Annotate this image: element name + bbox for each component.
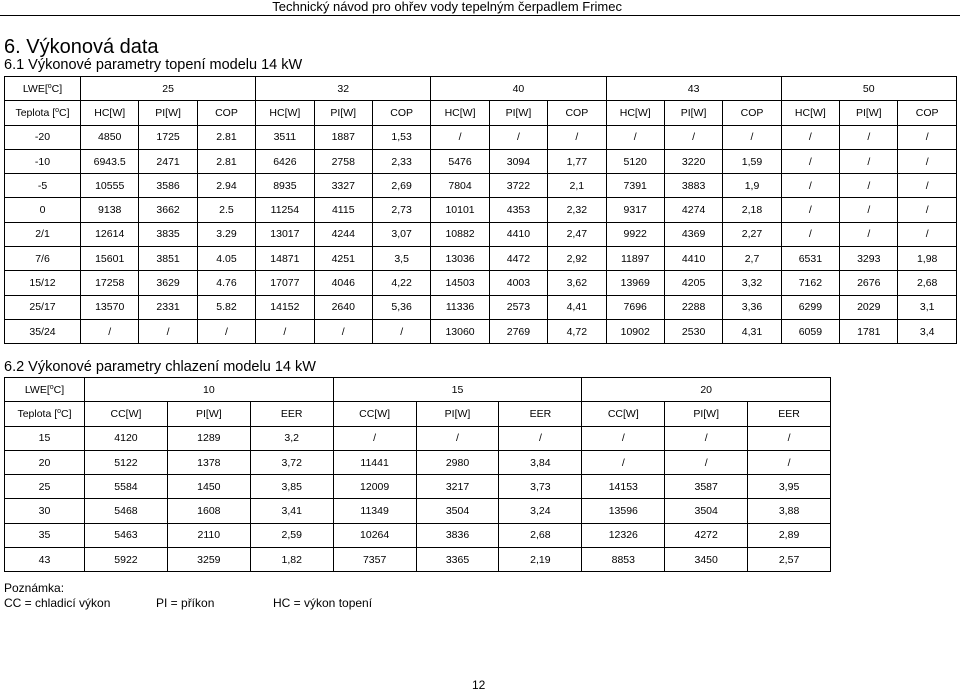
table-cell: 3,73 [499, 475, 582, 499]
table-row [5, 125, 957, 149]
table-cell: 2,57 [748, 548, 831, 572]
table-cell: 1725 [139, 125, 197, 149]
table-cell: 3835 [139, 222, 197, 246]
table-cell: 4120 [85, 426, 168, 450]
row-temperature: 30 [5, 499, 85, 523]
table-cell: 3883 [664, 174, 722, 198]
table-cell: 3094 [489, 149, 547, 173]
table-cell: 8853 [582, 548, 665, 572]
table-cell: 2,89 [748, 523, 831, 547]
column-header: HC[W] [256, 101, 314, 125]
table-cell: 3,07 [372, 222, 430, 246]
table-cell: 3259 [167, 548, 250, 572]
column-header: HC[W] [431, 101, 489, 125]
table-cell: 2980 [416, 450, 499, 474]
table-cell: 13036 [431, 247, 489, 271]
table-cell: 4472 [489, 247, 547, 271]
table-row [5, 319, 957, 343]
table-cell: 2769 [489, 319, 547, 343]
table-cell: 7391 [606, 174, 664, 198]
table-cell: / [898, 222, 956, 246]
table-cell: / [781, 222, 839, 246]
lwe-label [5, 378, 85, 402]
table-cell: 14153 [582, 475, 665, 499]
table-cell: 4,41 [548, 295, 606, 319]
table-row [5, 523, 831, 547]
section-heading: 6. Výkonová data [4, 36, 159, 58]
table-cell: 3,84 [499, 450, 582, 474]
table-cell: / [197, 319, 255, 343]
table-cell: 17077 [256, 271, 314, 295]
table-cell: 3,2 [250, 426, 333, 450]
table-row [5, 499, 831, 523]
table-cell: 3587 [665, 475, 748, 499]
lwe-value: 50 [781, 77, 956, 101]
table-cell: 2530 [664, 319, 722, 343]
table-cell: / [898, 149, 956, 173]
table-cell: 17258 [81, 271, 139, 295]
table-cell: 11897 [606, 247, 664, 271]
table-cell: / [606, 125, 664, 149]
table-cell: 15601 [81, 247, 139, 271]
table-cell: 12009 [333, 475, 416, 499]
table-row [5, 271, 957, 295]
column-header: PI[W] [416, 402, 499, 426]
table-cell: / [781, 174, 839, 198]
table-cell: 3504 [416, 499, 499, 523]
table-cell: / [723, 125, 781, 149]
column-header: HC[W] [81, 101, 139, 125]
lwe-value: 32 [256, 77, 431, 101]
table-cell: 5922 [85, 548, 168, 572]
table-cell: 2,68 [898, 271, 956, 295]
table-row [5, 149, 957, 173]
cooling-table-heading: 6.2 Výkonové parametry chlazení modelu 14 kW [4, 359, 316, 375]
temperature-label-unit: C] [59, 106, 70, 119]
table-cell: / [840, 222, 898, 246]
lwe-value: 15 [333, 378, 582, 402]
table-cell: 7357 [333, 548, 416, 572]
column-header: HC[W] [606, 101, 664, 125]
table-cell: 2.5 [197, 198, 255, 222]
table-cell: 5468 [85, 499, 168, 523]
table-cell: 13570 [81, 295, 139, 319]
row-temperature: -10 [5, 149, 81, 173]
table-cell: 2.81 [197, 125, 255, 149]
table-row [5, 475, 831, 499]
table-cell: / [81, 319, 139, 343]
lwe-header-row [5, 77, 957, 101]
table-cell: 5,36 [372, 295, 430, 319]
note-title: Poznámka: [4, 581, 65, 595]
table-cell: 8935 [256, 174, 314, 198]
temperature-label [5, 402, 85, 426]
table-row [5, 548, 831, 572]
table-row [5, 198, 957, 222]
lwe-label-unit: C] [53, 383, 65, 396]
document-header-title: Technický návod pro ohřev vody tepelným čerpadlem Frimec [272, 0, 622, 14]
table-cell: 1781 [840, 319, 898, 343]
table-cell: 1887 [314, 125, 372, 149]
temperature-label-unit: C] [61, 407, 72, 420]
table-cell: / [664, 125, 722, 149]
column-header: COP [548, 101, 606, 125]
column-header: COP [197, 101, 255, 125]
table-cell: 6299 [781, 295, 839, 319]
table-cell: 6059 [781, 319, 839, 343]
table-cell: 2573 [489, 295, 547, 319]
table-cell: 3,32 [723, 271, 781, 295]
table-cell: 11336 [431, 295, 489, 319]
table-cell: 3,1 [898, 295, 956, 319]
table-cell: 11254 [256, 198, 314, 222]
table-cell: / [372, 319, 430, 343]
table-cell: 3586 [139, 174, 197, 198]
column-header-row [5, 101, 957, 125]
temperature-label-text: Teplota [ [17, 407, 58, 420]
table-cell: 2110 [167, 523, 250, 547]
column-header: CC[W] [85, 402, 168, 426]
lwe-value: 25 [81, 77, 256, 101]
table-cell: 2,33 [372, 149, 430, 173]
table-cell: / [314, 319, 372, 343]
table-cell: 3722 [489, 174, 547, 198]
table-cell: / [898, 125, 956, 149]
table-cell: 3511 [256, 125, 314, 149]
table-cell: 4205 [664, 271, 722, 295]
table-cell: 1,77 [548, 149, 606, 173]
table-cell: 10882 [431, 222, 489, 246]
table-cell: 2,69 [372, 174, 430, 198]
table-cell: 7696 [606, 295, 664, 319]
table-cell: 4410 [489, 222, 547, 246]
column-header: HC[W] [781, 101, 839, 125]
row-temperature: -5 [5, 174, 81, 198]
table-cell: / [898, 198, 956, 222]
table-cell: 1289 [167, 426, 250, 450]
row-temperature: 25/17 [5, 295, 81, 319]
table-cell: / [840, 149, 898, 173]
lwe-value: 43 [606, 77, 781, 101]
table-cell: 2758 [314, 149, 372, 173]
table-cell: 10902 [606, 319, 664, 343]
table-cell: 13969 [606, 271, 664, 295]
table-cell: 12614 [81, 222, 139, 246]
table-cell: 2.94 [197, 174, 255, 198]
table-cell: 4046 [314, 271, 372, 295]
table-cell: 4251 [314, 247, 372, 271]
column-header: EER [748, 402, 831, 426]
table-cell: 10555 [81, 174, 139, 198]
table-cell: / [416, 426, 499, 450]
page-number: 12 [472, 678, 486, 692]
table-cell: 3504 [665, 499, 748, 523]
table-cell: / [748, 450, 831, 474]
table-cell: 9922 [606, 222, 664, 246]
table-cell: / [489, 125, 547, 149]
table-cell: 7804 [431, 174, 489, 198]
row-temperature: 25 [5, 475, 85, 499]
table-cell: / [665, 450, 748, 474]
note-hc-definition: HC = výkon topení [273, 596, 373, 610]
table-cell: / [781, 198, 839, 222]
table-cell: 1450 [167, 475, 250, 499]
row-temperature: -20 [5, 125, 81, 149]
table-cell: / [781, 149, 839, 173]
column-header: PI[W] [840, 101, 898, 125]
table-row [5, 295, 957, 319]
table-row [5, 174, 957, 198]
row-temperature: 0 [5, 198, 81, 222]
column-header: PI[W] [139, 101, 197, 125]
table-cell: 13596 [582, 499, 665, 523]
cooling-performance-table [4, 377, 831, 572]
table-cell: 3,36 [723, 295, 781, 319]
table-cell: 3,72 [250, 450, 333, 474]
table-cell: 9317 [606, 198, 664, 222]
lwe-value: 20 [582, 378, 831, 402]
table-cell: 4369 [664, 222, 722, 246]
table-cell: 1,53 [372, 125, 430, 149]
table-cell: 2331 [139, 295, 197, 319]
column-header: PI[W] [489, 101, 547, 125]
table-cell: 2.81 [197, 149, 255, 173]
table-row [5, 222, 957, 246]
heating-table-heading: 6.1 Výkonové parametry topení modelu 14 kW [4, 57, 303, 73]
table-cell: 4410 [664, 247, 722, 271]
table-cell: 3836 [416, 523, 499, 547]
column-header: EER [499, 402, 582, 426]
table-cell: 2,32 [548, 198, 606, 222]
table-cell: 14871 [256, 247, 314, 271]
table-cell: 3,41 [250, 499, 333, 523]
table-cell: 2,68 [499, 523, 582, 547]
table-cell: 3,85 [250, 475, 333, 499]
table-cell: / [139, 319, 197, 343]
table-cell: 2,59 [250, 523, 333, 547]
table-cell: / [898, 174, 956, 198]
table-cell: 4,22 [372, 271, 430, 295]
row-temperature: 2/1 [5, 222, 81, 246]
table-cell: 2,73 [372, 198, 430, 222]
table-cell: 11441 [333, 450, 416, 474]
table-cell: 14152 [256, 295, 314, 319]
table-cell: 5463 [85, 523, 168, 547]
table-cell: 10264 [333, 523, 416, 547]
degree-symbol: o [55, 106, 60, 114]
table-cell: / [256, 319, 314, 343]
lwe-label-unit: C] [51, 82, 63, 95]
table-cell: 1378 [167, 450, 250, 474]
table-cell: 3629 [139, 271, 197, 295]
table-cell: 3.29 [197, 222, 255, 246]
table-cell: 3662 [139, 198, 197, 222]
table-cell: 5120 [606, 149, 664, 173]
table-cell: 4353 [489, 198, 547, 222]
lwe-label [5, 77, 81, 101]
table-cell: 14503 [431, 271, 489, 295]
column-header: COP [372, 101, 430, 125]
table-cell: 3220 [664, 149, 722, 173]
table-cell: 4.76 [197, 271, 255, 295]
table-cell: / [840, 198, 898, 222]
row-temperature: 35 [5, 523, 85, 547]
table-cell: 2,47 [548, 222, 606, 246]
table-cell: 1,98 [898, 247, 956, 271]
lwe-header-row [5, 378, 831, 402]
table-row [5, 450, 831, 474]
table-cell: 3293 [840, 247, 898, 271]
lwe-value: 40 [431, 77, 606, 101]
table-cell: 5122 [85, 450, 168, 474]
row-temperature: 20 [5, 450, 85, 474]
table-cell: 3327 [314, 174, 372, 198]
column-header: CC[W] [582, 402, 665, 426]
table-cell: 3,5 [372, 247, 430, 271]
table-cell: 1608 [167, 499, 250, 523]
table-cell: 3851 [139, 247, 197, 271]
table-cell: 13060 [431, 319, 489, 343]
column-header: PI[W] [167, 402, 250, 426]
row-temperature: 15/12 [5, 271, 81, 295]
table-cell: / [748, 426, 831, 450]
table-cell: 5584 [85, 475, 168, 499]
table-cell: 6426 [256, 149, 314, 173]
lwe-label-text: LWE[ [24, 383, 50, 396]
table-cell: 13017 [256, 222, 314, 246]
column-header: EER [250, 402, 333, 426]
table-cell: 4272 [665, 523, 748, 547]
table-cell: 11349 [333, 499, 416, 523]
heating-performance-table [4, 76, 957, 344]
column-header: COP [898, 101, 956, 125]
table-cell: 2640 [314, 295, 372, 319]
table-cell: / [582, 426, 665, 450]
temperature-label-text: Teplota [ [15, 106, 56, 119]
table-cell: 3,62 [548, 271, 606, 295]
table-cell: 7162 [781, 271, 839, 295]
table-cell: / [840, 174, 898, 198]
table-cell: 4,31 [723, 319, 781, 343]
note-cc-definition: CC = chladicí výkon [4, 596, 111, 610]
table-cell: 4,72 [548, 319, 606, 343]
table-cell: 2,92 [548, 247, 606, 271]
table-cell: 4274 [664, 198, 722, 222]
table-cell: 9138 [81, 198, 139, 222]
column-header: COP [723, 101, 781, 125]
table-cell: 1,9 [723, 174, 781, 198]
table-cell: 4850 [81, 125, 139, 149]
table-cell: / [840, 125, 898, 149]
column-header: CC[W] [333, 402, 416, 426]
table-cell: / [499, 426, 582, 450]
table-cell: 2029 [840, 295, 898, 319]
temperature-label [5, 101, 81, 125]
table-cell: / [582, 450, 665, 474]
table-cell: 5476 [431, 149, 489, 173]
table-cell: 10101 [431, 198, 489, 222]
table-cell: 4.05 [197, 247, 255, 271]
degree-symbol: o [49, 383, 54, 391]
table-cell: 3,95 [748, 475, 831, 499]
row-temperature: 15 [5, 426, 85, 450]
table-cell: 4115 [314, 198, 372, 222]
degree-symbol: o [57, 407, 62, 415]
row-temperature: 7/6 [5, 247, 81, 271]
table-cell: 6531 [781, 247, 839, 271]
table-cell: 2,7 [723, 247, 781, 271]
table-cell: 3450 [665, 548, 748, 572]
table-cell: 6943.5 [81, 149, 139, 173]
table-cell: / [431, 125, 489, 149]
table-cell: 1,82 [250, 548, 333, 572]
column-header-row [5, 402, 831, 426]
table-cell: 3217 [416, 475, 499, 499]
table-cell: / [781, 125, 839, 149]
row-temperature: 35/24 [5, 319, 81, 343]
table-cell: 3,4 [898, 319, 956, 343]
degree-symbol: o [47, 82, 52, 90]
table-cell: 2471 [139, 149, 197, 173]
table-cell: 3,24 [499, 499, 582, 523]
table-cell: / [333, 426, 416, 450]
column-header: PI[W] [314, 101, 372, 125]
table-cell: 2,1 [548, 174, 606, 198]
table-cell: 3365 [416, 548, 499, 572]
table-cell: 2,18 [723, 198, 781, 222]
table-cell: 3,88 [748, 499, 831, 523]
header-divider [0, 15, 960, 16]
column-header: PI[W] [664, 101, 722, 125]
table-cell: 2,19 [499, 548, 582, 572]
table-cell: 2,27 [723, 222, 781, 246]
table-row [5, 247, 957, 271]
table-cell: 4244 [314, 222, 372, 246]
lwe-value: 10 [85, 378, 334, 402]
table-cell: 12326 [582, 523, 665, 547]
lwe-label-text: LWE[ [22, 82, 48, 95]
table-cell: / [665, 426, 748, 450]
table-cell: 4003 [489, 271, 547, 295]
table-cell: 2676 [840, 271, 898, 295]
row-temperature: 43 [5, 548, 85, 572]
column-header: PI[W] [665, 402, 748, 426]
table-row [5, 426, 831, 450]
note-pi-definition: PI = příkon [156, 596, 215, 610]
table-cell: 2288 [664, 295, 722, 319]
table-cell: 1,59 [723, 149, 781, 173]
table-cell: 5.82 [197, 295, 255, 319]
table-cell: / [548, 125, 606, 149]
